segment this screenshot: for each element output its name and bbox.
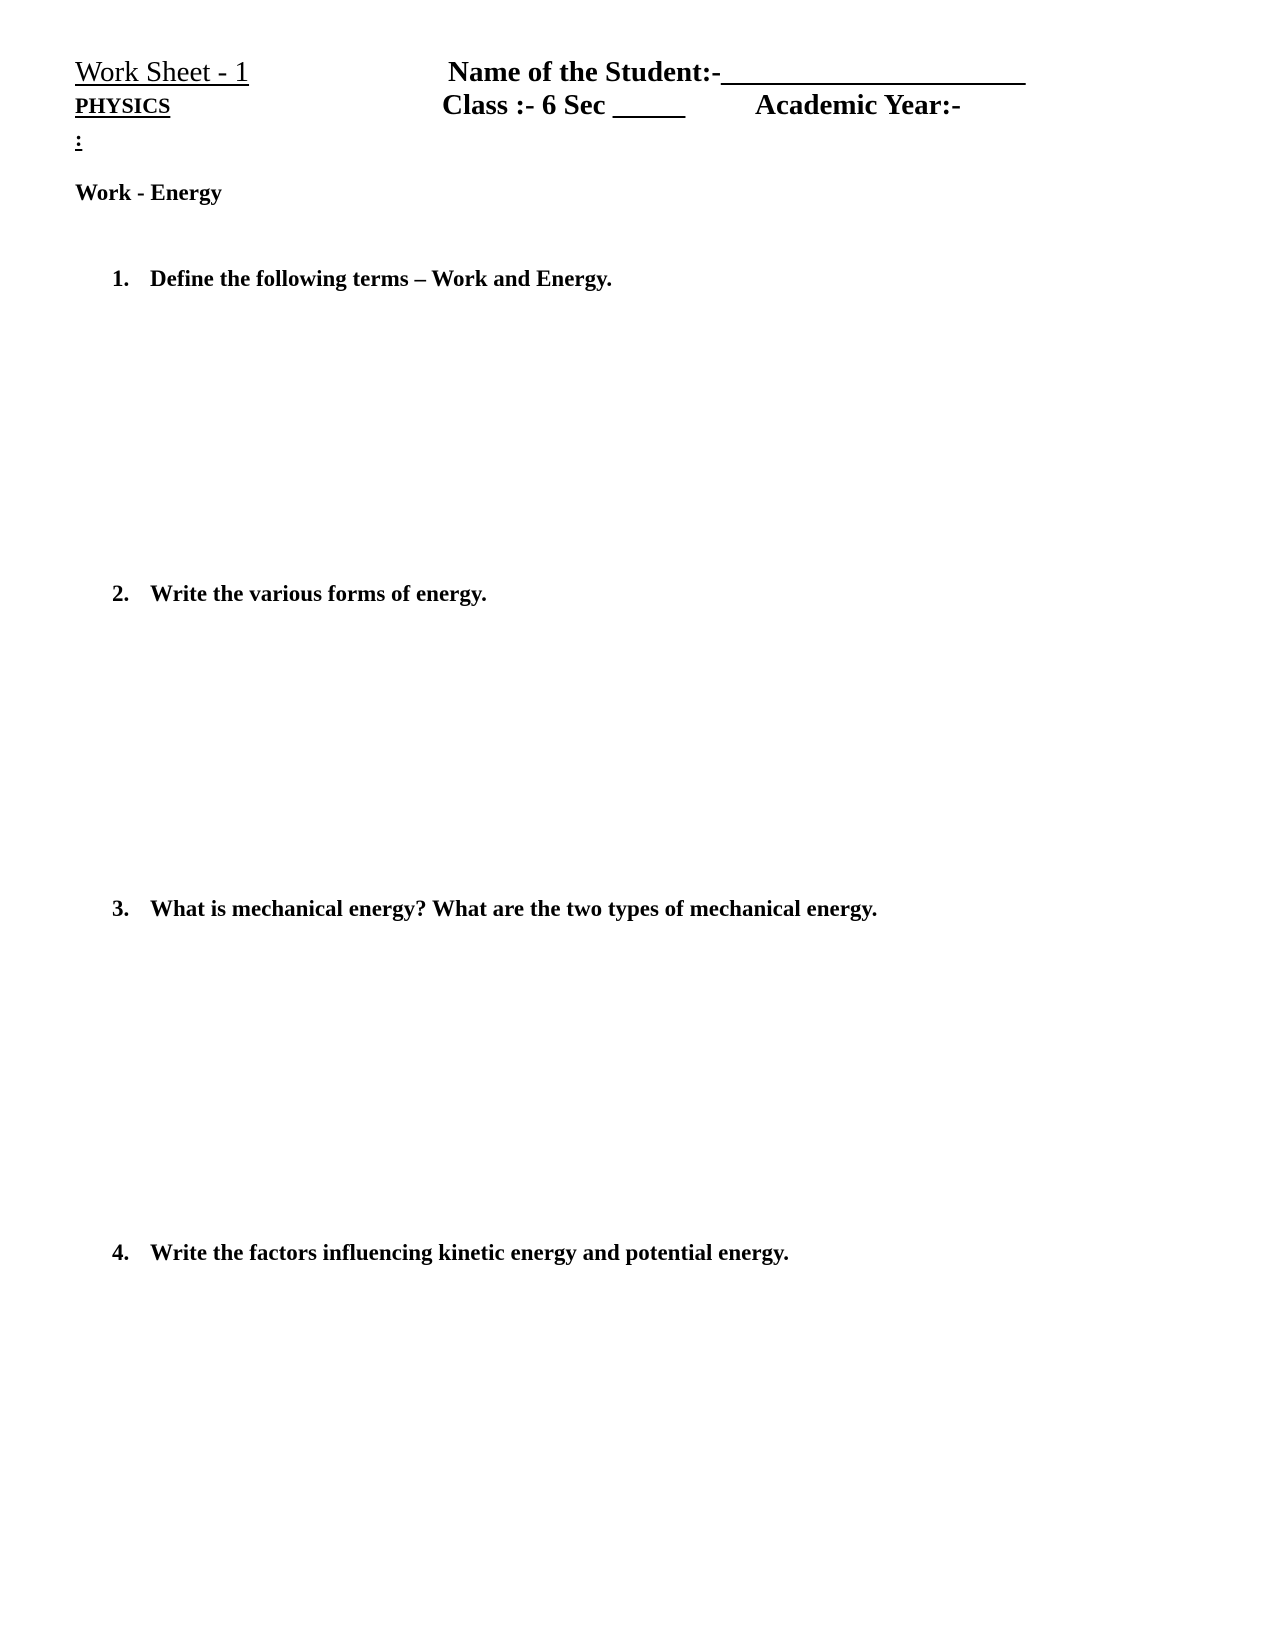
question-item [112, 266, 612, 292]
question-text: Write the various forms of energy. [150, 581, 487, 606]
question-item [112, 1240, 789, 1266]
question-item [112, 581, 487, 607]
question-number: 2. [112, 581, 130, 606]
topic-heading: Work - Energy [75, 180, 222, 205]
class-section-field: Class :- 6 Sec _____ [442, 89, 686, 121]
question-number: 3. [112, 896, 130, 921]
student-name-field: Name of the Student:-_____________________ [448, 56, 1026, 88]
stray-colon-mark: : [75, 126, 83, 151]
worksheet-title: Work Sheet - 1 [75, 56, 250, 88]
question-text: Define the following terms – Work and Energy. [150, 266, 613, 291]
question-number: 4. [112, 1240, 130, 1265]
question-item [112, 896, 877, 922]
academic-year-field: Academic Year:- [755, 89, 961, 121]
question-number: 1. [112, 266, 130, 291]
question-text: What is mechanical energy? What are the two types of mechanical energy. [150, 896, 878, 921]
question-text: Write the factors influencing kinetic energy and potential energy. [150, 1240, 790, 1265]
subject-heading: PHYSICS [75, 93, 171, 118]
